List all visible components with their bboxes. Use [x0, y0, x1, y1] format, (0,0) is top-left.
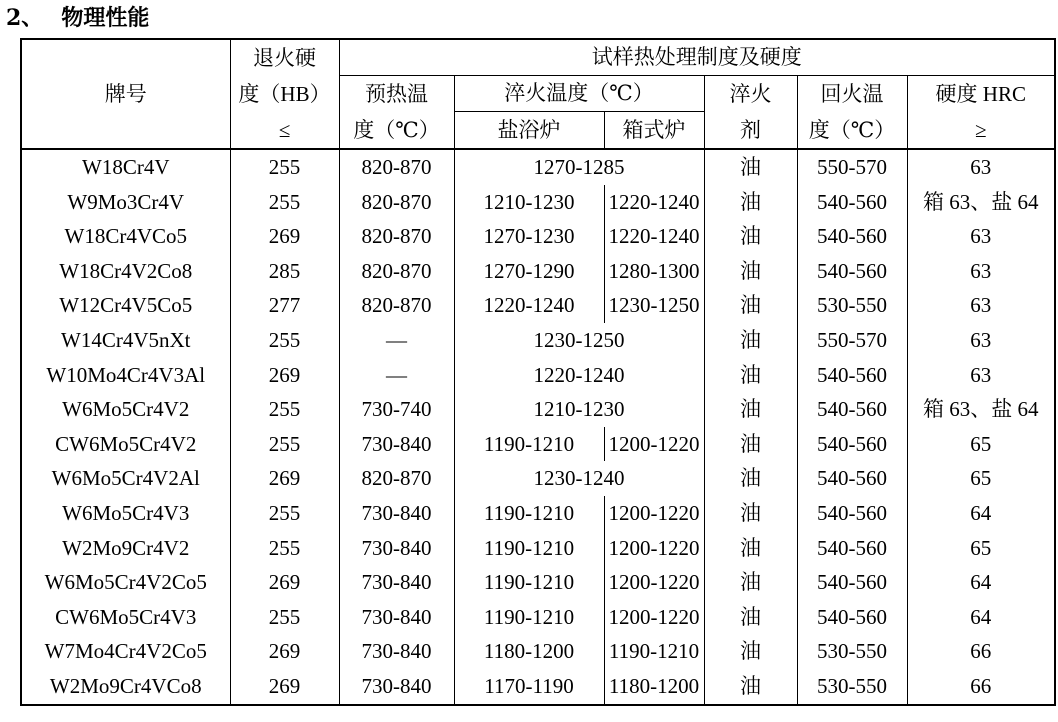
cell-quench-agent: 油 — [704, 323, 797, 358]
cell-annealed-hardness: 255 — [230, 531, 339, 566]
cell-preheat-temperature: 730-840 — [339, 634, 454, 669]
cell-preheat-temperature: 730-840 — [339, 600, 454, 635]
table-row — [21, 392, 1055, 427]
cell-hardness-hrc: 66 — [907, 634, 1055, 669]
cell-hardness-hrc: 63 — [907, 254, 1055, 289]
table-body — [21, 149, 1055, 705]
table-row — [21, 531, 1055, 566]
cell-salt-bath-temperature: 1180-1200 — [454, 634, 604, 669]
cell-quench-agent: 油 — [704, 392, 797, 427]
cell-box-furnace-temperature: 1200-1220 — [604, 600, 704, 635]
cell-grade: W6Mo5Cr4V2 — [21, 392, 230, 427]
table-row — [21, 323, 1055, 358]
cell-box-furnace-temperature: 1220-1240 — [604, 185, 704, 220]
table-row — [21, 565, 1055, 600]
cell-quench-agent: 油 — [704, 531, 797, 566]
cell-preheat-temperature: 730-840 — [339, 531, 454, 566]
cell-hardness-hrc: 65 — [907, 427, 1055, 462]
header-grade: 牌号 — [21, 39, 230, 149]
header-hb-line1: 退火硬 — [253, 46, 316, 70]
cell-quench-agent: 油 — [704, 496, 797, 531]
cell-annealed-hardness: 255 — [230, 427, 339, 462]
cell-box-furnace-temperature: 1200-1220 — [604, 427, 704, 462]
cell-quench-temperature: 1270-1285 — [454, 149, 704, 185]
header-annealed-hardness — [230, 39, 339, 149]
cell-box-furnace-temperature: 1200-1220 — [604, 565, 704, 600]
header-quench-agent — [704, 76, 797, 150]
cell-quench-agent: 油 — [704, 254, 797, 289]
cell-grade: W12Cr4V5Co5 — [21, 288, 230, 323]
cell-annealed-hardness: 255 — [230, 149, 339, 185]
cell-preheat-temperature: 730-840 — [339, 669, 454, 705]
cell-grade: CW6Mo5Cr4V2 — [21, 427, 230, 462]
cell-quench-agent: 油 — [704, 288, 797, 323]
cell-hardness-hrc: 65 — [907, 461, 1055, 496]
cell-quench-agent: 油 — [704, 461, 797, 496]
cell-box-furnace-temperature: 1180-1200 — [604, 669, 704, 705]
cell-temper-temperature: 540-560 — [797, 496, 907, 531]
cell-quench-agent: 油 — [704, 669, 797, 705]
cell-hardness-hrc: 64 — [907, 565, 1055, 600]
cell-salt-bath-temperature: 1270-1290 — [454, 254, 604, 289]
table-row — [21, 669, 1055, 705]
cell-annealed-hardness: 269 — [230, 219, 339, 254]
cell-quench-temperature: 1230-1250 — [454, 323, 704, 358]
cell-preheat-temperature: 820-870 — [339, 288, 454, 323]
table-row — [21, 634, 1055, 669]
cell-hardness-hrc: 65 — [907, 531, 1055, 566]
cell-quench-temperature: 1230-1240 — [454, 461, 704, 496]
cell-grade: W2Mo9Cr4V2 — [21, 531, 230, 566]
cell-annealed-hardness: 269 — [230, 461, 339, 496]
header-preheat-line1: 预热温 — [365, 82, 428, 106]
table-row — [21, 149, 1055, 185]
cell-temper-temperature: 550-570 — [797, 149, 907, 185]
cell-box-furnace-temperature: 1190-1210 — [604, 634, 704, 669]
header-agent-line1: 淬火 — [729, 82, 772, 106]
cell-temper-temperature: 540-560 — [797, 427, 907, 462]
cell-salt-bath-temperature: 1190-1210 — [454, 427, 604, 462]
cell-quench-agent: 油 — [704, 149, 797, 185]
cell-temper-temperature: 540-560 — [797, 358, 907, 393]
cell-annealed-hardness: 255 — [230, 392, 339, 427]
table-row — [21, 288, 1055, 323]
cell-temper-temperature: 530-550 — [797, 669, 907, 705]
header-preheat-line2: 度（℃） — [353, 118, 440, 142]
cell-box-furnace-temperature: 1230-1250 — [604, 288, 704, 323]
table-row — [21, 600, 1055, 635]
cell-hardness-hrc: 箱 63、盐 64 — [907, 185, 1055, 220]
section-title — [6, 2, 149, 34]
cell-quench-temperature: 1220-1240 — [454, 358, 704, 393]
cell-grade: W7Mo4Cr4V2Co5 — [21, 634, 230, 669]
cell-grade: W6Mo5Cr4V2Al — [21, 461, 230, 496]
cell-temper-temperature: 550-570 — [797, 323, 907, 358]
cell-salt-bath-temperature: 1270-1230 — [454, 219, 604, 254]
table-row — [21, 496, 1055, 531]
cell-hardness-hrc: 63 — [907, 149, 1055, 185]
cell-salt-bath-temperature: 1220-1240 — [454, 288, 604, 323]
cell-preheat-temperature: 820-870 — [339, 254, 454, 289]
cell-preheat-temperature: 820-870 — [339, 149, 454, 185]
cell-salt-bath-temperature: 1190-1210 — [454, 600, 604, 635]
cell-hardness-hrc: 63 — [907, 288, 1055, 323]
header-preheat — [339, 76, 454, 150]
cell-grade: W18Cr4V — [21, 149, 230, 185]
cell-quench-agent: 油 — [704, 600, 797, 635]
physical-properties-table — [20, 38, 1056, 706]
cell-temper-temperature: 540-560 — [797, 254, 907, 289]
cell-salt-bath-temperature: 1170-1190 — [454, 669, 604, 705]
table-row — [21, 427, 1055, 462]
cell-temper-temperature: 540-560 — [797, 185, 907, 220]
header-hb-line3: ≤ — [278, 118, 291, 142]
cell-annealed-hardness: 255 — [230, 600, 339, 635]
cell-quench-agent: 油 — [704, 358, 797, 393]
cell-quench-agent: 油 — [704, 427, 797, 462]
cell-box-furnace-temperature: 1200-1220 — [604, 531, 704, 566]
header-hrc-line1: 硬度 HRC — [935, 82, 1026, 106]
cell-grade: W2Mo9Cr4VCo8 — [21, 669, 230, 705]
cell-annealed-hardness: 255 — [230, 496, 339, 531]
cell-hardness-hrc: 箱 63、盐 64 — [907, 392, 1055, 427]
cell-preheat-temperature: 730-740 — [339, 392, 454, 427]
cell-grade: W6Mo5Cr4V2Co5 — [21, 565, 230, 600]
cell-preheat-temperature: 820-870 — [339, 219, 454, 254]
cell-temper-temperature: 540-560 — [797, 219, 907, 254]
header-hrc-line2: ≥ — [974, 118, 987, 142]
cell-grade: W9Mo3Cr4V — [21, 185, 230, 220]
cell-box-furnace-temperature: 1220-1240 — [604, 219, 704, 254]
header-hardness-hrc — [907, 76, 1055, 150]
cell-hardness-hrc: 66 — [907, 669, 1055, 705]
cell-temper-temperature: 540-560 — [797, 392, 907, 427]
cell-salt-bath-temperature: 1210-1230 — [454, 185, 604, 220]
cell-preheat-temperature: 730-840 — [339, 427, 454, 462]
table-row — [21, 185, 1055, 220]
cell-preheat-temperature: 820-870 — [339, 185, 454, 220]
cell-hardness-hrc: 64 — [907, 496, 1055, 531]
cell-annealed-hardness: 255 — [230, 185, 339, 220]
cell-quench-temperature: 1210-1230 — [454, 392, 704, 427]
cell-preheat-temperature: 820-870 — [339, 461, 454, 496]
header-temper-line2: 度（℃） — [808, 118, 896, 142]
cell-temper-temperature: 540-560 — [797, 565, 907, 600]
cell-box-furnace-temperature: 1280-1300 — [604, 254, 704, 289]
header-salt-bath-furnace: 盐浴炉 — [454, 112, 604, 149]
cell-box-furnace-temperature: 1200-1220 — [604, 496, 704, 531]
cell-grade: W18Cr4V2Co8 — [21, 254, 230, 289]
cell-temper-temperature: 530-550 — [797, 634, 907, 669]
cell-preheat-temperature: — — [339, 358, 454, 393]
cell-hardness-hrc: 63 — [907, 323, 1055, 358]
cell-salt-bath-temperature: 1190-1210 — [454, 496, 604, 531]
header-heat-treatment-group: 试样热处理制度及硬度 — [339, 39, 1055, 76]
cell-hardness-hrc: 63 — [907, 358, 1055, 393]
cell-hardness-hrc: 64 — [907, 600, 1055, 635]
table-row — [21, 358, 1055, 393]
table-row — [21, 461, 1055, 496]
header-hb-line2: 度（HB） — [238, 82, 331, 106]
header-quench-temperature: 淬火温度（℃） — [454, 76, 704, 112]
header-temper-temperature — [797, 76, 907, 150]
header-agent-line2: 剂 — [740, 118, 761, 142]
cell-grade: W10Mo4Cr4V3Al — [21, 358, 230, 393]
cell-annealed-hardness: 269 — [230, 634, 339, 669]
section-heading: 物理性能 — [61, 5, 150, 31]
cell-temper-temperature: 540-560 — [797, 600, 907, 635]
cell-grade: CW6Mo5Cr4V3 — [21, 600, 230, 635]
cell-grade: W14Cr4V5nXt — [21, 323, 230, 358]
cell-annealed-hardness: 269 — [230, 565, 339, 600]
cell-salt-bath-temperature: 1190-1210 — [454, 565, 604, 600]
cell-temper-temperature: 530-550 — [797, 288, 907, 323]
cell-preheat-temperature: 730-840 — [339, 496, 454, 531]
cell-grade: W18Cr4VCo5 — [21, 219, 230, 254]
header-temper-line1: 回火温 — [820, 82, 884, 106]
cell-quench-agent: 油 — [704, 634, 797, 669]
header-box-furnace: 箱式炉 — [604, 112, 704, 149]
cell-temper-temperature: 540-560 — [797, 531, 907, 566]
table-row — [21, 219, 1055, 254]
section-number: 2、 — [6, 5, 44, 31]
cell-annealed-hardness: 255 — [230, 323, 339, 358]
table-header — [21, 39, 1055, 149]
cell-annealed-hardness: 277 — [230, 288, 339, 323]
cell-salt-bath-temperature: 1190-1210 — [454, 531, 604, 566]
cell-grade: W6Mo5Cr4V3 — [21, 496, 230, 531]
cell-quench-agent: 油 — [704, 185, 797, 220]
cell-preheat-temperature: — — [339, 323, 454, 358]
cell-preheat-temperature: 730-840 — [339, 565, 454, 600]
cell-quench-agent: 油 — [704, 565, 797, 600]
cell-quench-agent: 油 — [704, 219, 797, 254]
cell-annealed-hardness: 269 — [230, 358, 339, 393]
cell-hardness-hrc: 63 — [907, 219, 1055, 254]
cell-temper-temperature: 540-560 — [797, 461, 907, 496]
cell-annealed-hardness: 285 — [230, 254, 339, 289]
table-row — [21, 254, 1055, 289]
cell-annealed-hardness: 269 — [230, 669, 339, 705]
